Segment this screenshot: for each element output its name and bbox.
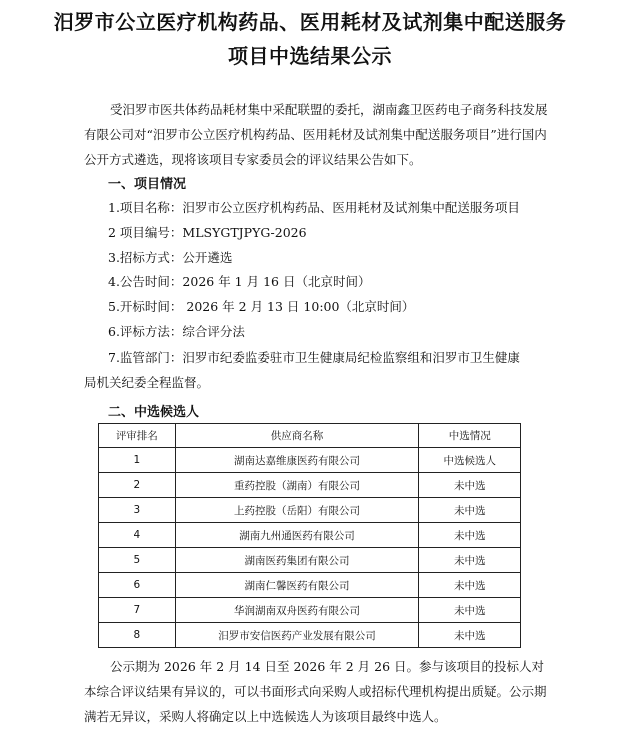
table-row xyxy=(99,448,521,473)
status-cell: 未中选 xyxy=(419,573,521,598)
page-title-line2: 项目中选结果公示 xyxy=(228,44,392,68)
candidates-table xyxy=(98,423,521,648)
project-item: 5.开标时间： 2026 年 2 月 13 日 10:00（北京时间） xyxy=(108,299,415,314)
table-row xyxy=(99,573,521,598)
status-cell: 未中选 xyxy=(419,498,521,523)
rank-cell: 7 xyxy=(99,598,176,623)
project-item: 7.监管部门：汨罗市纪委监委驻市卫生健康局纪检监察组和汨罗市卫生健康 xyxy=(108,350,520,365)
column-header-status: 中选情况 xyxy=(419,424,521,448)
supplier-cell: 上药控股（岳阳）有限公司 xyxy=(175,498,419,523)
status-cell: 未中选 xyxy=(419,523,521,548)
table-row xyxy=(99,523,521,548)
project-item: 1.项目名称：汨罗市公立医疗机构药品、医用耗材及试剂集中配送服务项目 xyxy=(108,200,520,215)
project-item: 6.评标方法：综合评分法 xyxy=(108,324,245,339)
table-row xyxy=(99,498,521,523)
table-row xyxy=(99,548,521,573)
project-item: 3.招标方式：公开遴选 xyxy=(108,250,233,265)
column-header-supplier: 供应商名称 xyxy=(175,424,419,448)
status-cell: 未中选 xyxy=(419,548,521,573)
column-header-rank: 评审排名 xyxy=(99,424,176,448)
status-cell: 未中选 xyxy=(419,473,521,498)
table-header-row xyxy=(99,424,521,448)
rank-cell: 3 xyxy=(99,498,176,523)
page-title: 汨罗市公立医疗机构药品、医用耗材及试剂集中配送服务 xyxy=(53,10,567,34)
supplier-cell: 重药控股（湖南）有限公司 xyxy=(175,473,419,498)
rank-cell: 6 xyxy=(99,573,176,598)
supplier-cell: 汨罗市安信医药产业发展有限公司 xyxy=(175,623,419,648)
status-cell: 未中选 xyxy=(419,598,521,623)
rank-cell: 2 xyxy=(99,473,176,498)
status-cell: 未中选 xyxy=(419,623,521,648)
closing-paragraph: 公示期为 2026 年 2 月 14 日至 2026 年 2 月 26 日。参与该项目的投标人对本综合评议结果有异议的，可以书面形式向采购人或招标代理机构提出质疑。公示期满若无异议，采购人将确定以上中选候选人为该项目最终中选人。 xyxy=(84,659,547,724)
rank-cell: 8 xyxy=(99,623,176,648)
table-row xyxy=(99,623,521,648)
supplier-cell: 湖南医药集团有限公司 xyxy=(175,548,419,573)
section-heading-project-info: 一、项目情况 xyxy=(108,177,187,192)
table-row xyxy=(99,473,521,498)
section-heading-candidates: 二、中选候选人 xyxy=(108,405,200,420)
project-item-continuation: 局机关纪委全程监督。 xyxy=(84,375,210,390)
project-item: 2 项目编号：MLSYGTJPYG-2026 xyxy=(108,225,307,240)
project-item: 4.公告时间：2026 年 1 月 16 日（北京时间） xyxy=(108,274,371,289)
status-cell: 中选候选人 xyxy=(419,448,521,473)
supplier-cell: 湖南仁馨医药有限公司 xyxy=(175,573,419,598)
rank-cell: 4 xyxy=(99,523,176,548)
rank-cell: 1 xyxy=(99,448,176,473)
supplier-cell: 湖南九州通医药有限公司 xyxy=(175,523,419,548)
supplier-cell: 华润湖南双舟医药有限公司 xyxy=(175,598,419,623)
table-row xyxy=(99,598,521,623)
rank-cell: 5 xyxy=(99,548,176,573)
supplier-cell: 湖南达嘉维康医药有限公司 xyxy=(175,448,419,473)
intro-paragraph: 受汨罗市医共体药品耗材集中采配联盟的委托，湖南鑫卫医药电子商务科技发展有限公司对“汨罗市公立医疗机构药品、医用耗材及试剂集中配送服务项目”进行国内公开方式遴选，现将该项目专家委员会的评议结果公告如下。 xyxy=(84,102,548,167)
